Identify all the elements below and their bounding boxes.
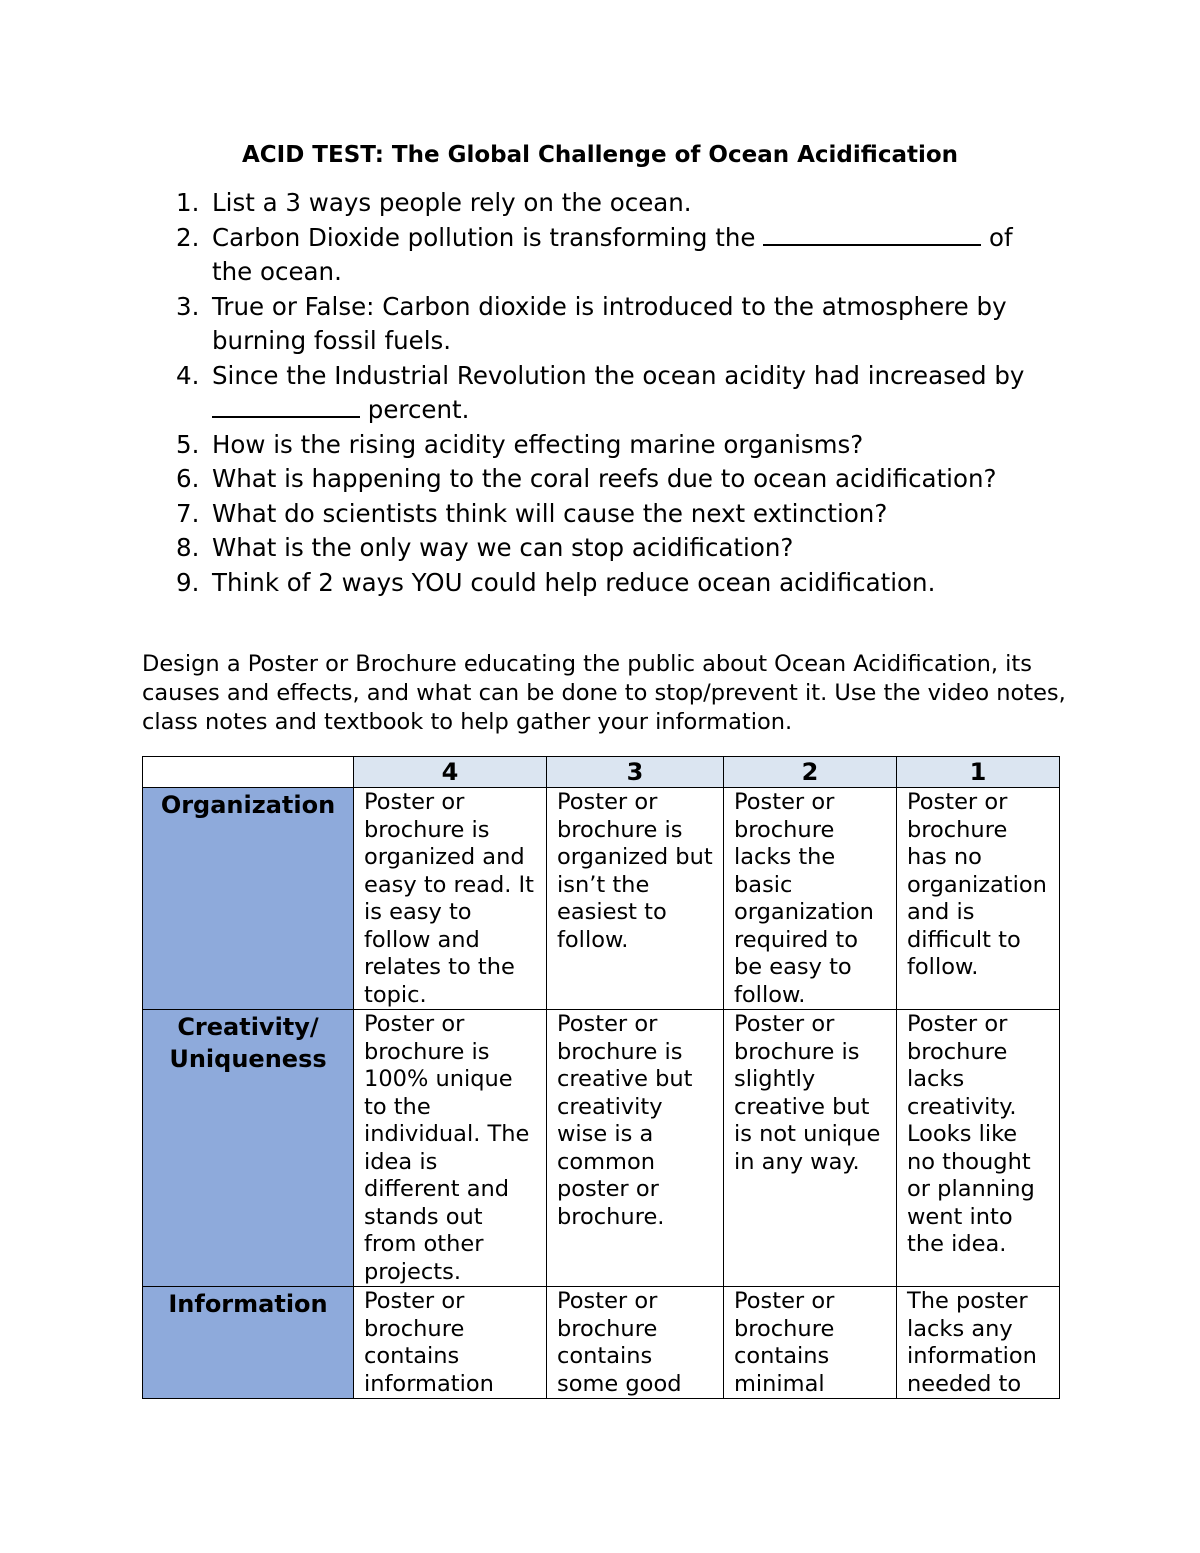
rubric-cell: Poster or brochure contains minimal	[724, 1287, 897, 1399]
question-item: 9. Think of 2 ways YOU could help reduce ocean acidification.	[176, 567, 936, 597]
question-item: 5. How is the rising acidity effecting marine organisms?	[176, 429, 864, 459]
criterion-label: Organization	[143, 788, 354, 1010]
question-item: 3. True or False: Carbon dioxide is introduced to the atmosphere by burning fossil fuels.	[176, 291, 1007, 355]
criterion-label: Information	[143, 1287, 354, 1399]
score-header: 4	[354, 757, 547, 788]
rubric-cell: Poster or brochure is slightly creative but is not unique in any way.	[724, 1010, 897, 1287]
document-title: ACID TEST: The Global Challenge of Ocean Acidification	[241, 142, 959, 168]
rubric-cell: Poster or brochure lacks creativity. Looks like no thought or planning went into the idea.	[897, 1010, 1060, 1287]
question-item: 8. What is the only way we can stop acidification?	[176, 533, 794, 562]
question-text: Think of 2 ways YOU could help reduce ocean acidification.	[212, 567, 936, 597]
rubric-corner-cell	[143, 757, 354, 788]
rubric-cell: Poster or brochure is organized and easy to read. It is easy to follow and relates to the topic.	[354, 788, 547, 1010]
question-text: What is happening to the coral reefs due to ocean acidification?	[212, 464, 997, 493]
question-item: 4. Since the Industrial Revolution the ocean acidity had increased by percent.	[176, 360, 1025, 424]
question-list	[170, 186, 1060, 600]
question-item: 7. What do scientists think will cause the next extinction?	[176, 498, 888, 528]
rubric-cell: Poster or brochure is 100% unique to the individual. The idea is different and stands out from other projects.	[354, 1010, 547, 1287]
question-text: What is the only way we can stop acidification?	[212, 533, 794, 562]
score-header: 3	[547, 757, 724, 788]
rubric-cell: Poster or brochure is organized but isn’t the easiest to follow.	[547, 788, 724, 1010]
question-text: What do scientists think will cause the next extinction?	[212, 498, 888, 528]
question-text: Carbon Dioxide pollution is transforming the	[212, 222, 756, 252]
question-text: List a 3 ways people rely on the ocean.	[212, 188, 692, 217]
design-instructions: Design a Poster or Brochure educating the public about Ocean Acidification, its causes and effects, and what can be done to stop/prevent it. Use the video notes, class notes and textbook to help gather your information.	[142, 651, 1066, 735]
score-header: 1	[897, 757, 1060, 788]
answer-blank	[763, 222, 981, 246]
rubric-cell: Poster or brochure lacks the basic organization required to be easy to follow.	[724, 788, 897, 1010]
question-text: percent.	[367, 395, 470, 424]
question-item: 2. Carbon Dioxide pollution is transforming the of the ocean.	[176, 222, 1013, 286]
answer-blank	[212, 394, 360, 418]
rubric-cell: Poster or brochure contains some good	[547, 1287, 724, 1399]
question-item: 6. What is happening to the coral reefs due to ocean acidification?	[176, 464, 997, 493]
rubric-table	[142, 756, 1060, 1399]
rubric-cell: Poster or brochure is creative but creativity wise is a common poster or brochure.	[547, 1010, 724, 1287]
rubric-row	[143, 1287, 1060, 1399]
rubric-cell: The poster lacks any information needed to	[897, 1287, 1060, 1399]
question-text: of the ocean.	[212, 222, 1013, 286]
rubric-cell: Poster or brochure contains information	[354, 1287, 547, 1399]
question-item: 1. List a 3 ways people rely on the ocean.	[176, 188, 692, 217]
rubric-row	[143, 1010, 1060, 1287]
rubric-header-row	[143, 757, 1060, 788]
rubric-row	[143, 788, 1060, 1010]
score-header: 2	[724, 757, 897, 788]
question-text: True or False: Carbon dioxide is introduced to the atmosphere by burning fossil fuels.	[212, 291, 1007, 355]
question-text: Since the Industrial Revolution the ocean acidity had increased by	[212, 360, 1025, 390]
criterion-label: Creativity/ Uniqueness	[143, 1010, 354, 1287]
rubric-cell: Poster or brochure has no organization and is difficult to follow.	[897, 788, 1060, 1010]
question-text: How is the rising acidity effecting marine organisms?	[212, 429, 864, 459]
